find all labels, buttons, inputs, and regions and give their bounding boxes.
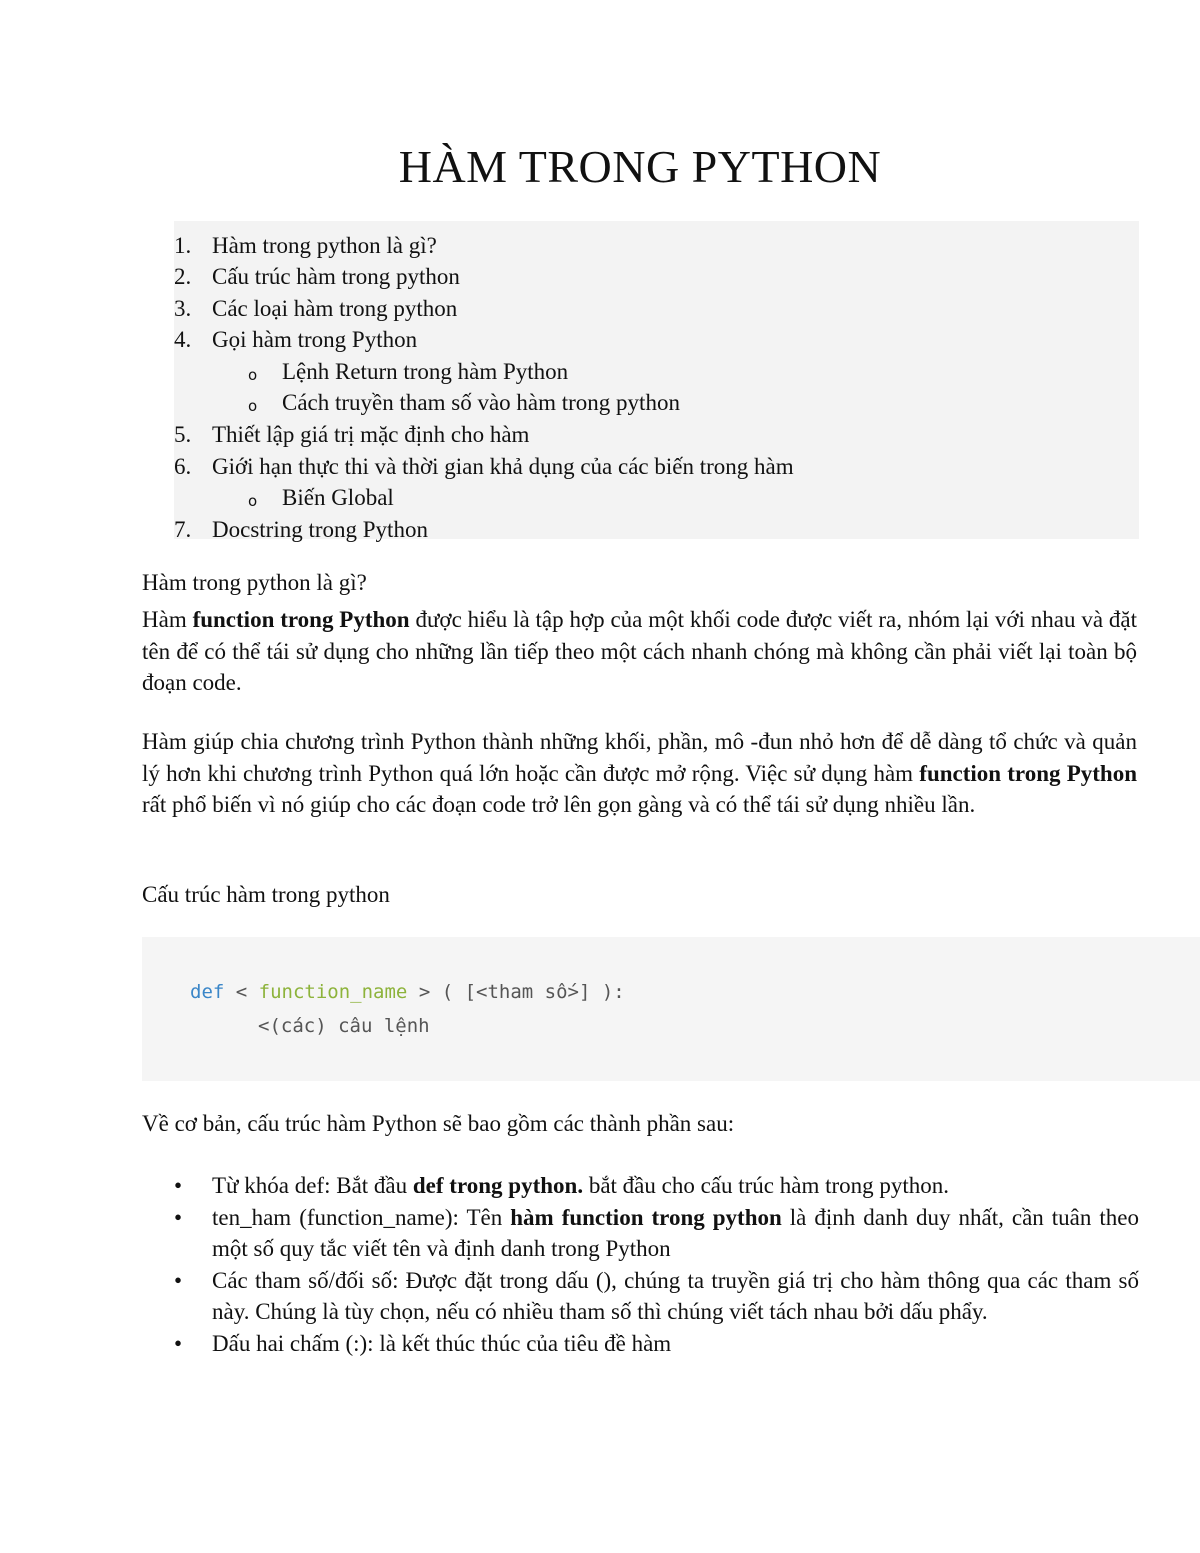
bullet-list <box>174 1170 1139 1359</box>
text-run: là định danh duy nhất, cần tuân theo một số quy tắc viết tên và định danh trong Python <box>212 1204 1139 1261</box>
list-item <box>174 1170 1139 1202</box>
toc-label: Giới hạn thực thi và thời gian khả dụng của các biến trong hàm <box>212 454 794 479</box>
toc-label: Lệnh Return trong hàm Python <box>282 359 569 384</box>
section-heading: Hàm trong python là gì? <box>142 570 367 595</box>
document-title: HÀM TRONG PYTHON <box>398 141 882 192</box>
bullet-dot-icon: • <box>174 1204 183 1230</box>
code-token: < <box>224 981 259 1003</box>
text-run: bắt đầu cho cấu trúc hàm trong python. <box>583 1173 950 1198</box>
code-token: > ( [<tham số>] ): <box>407 981 625 1003</box>
toc-subitem[interactable] <box>248 357 568 387</box>
paragraph <box>142 604 1137 699</box>
table-of-contents <box>174 221 1139 542</box>
keyword-token: def <box>190 981 225 1003</box>
code-block[interactable] <box>142 937 1200 1081</box>
hollow-circle-bullet-icon: o <box>248 492 258 510</box>
toc-subitem[interactable] <box>248 483 394 513</box>
bold-term: def trong python. <box>412 1173 584 1198</box>
toc-label: Cấu trúc hàm trong python <box>212 264 460 289</box>
hollow-circle-bullet-icon: o <box>248 397 258 415</box>
bold-term: hàm function trong python <box>510 1204 782 1230</box>
toc-item[interactable] <box>174 515 428 545</box>
list-item <box>174 1328 1139 1360</box>
toc-item[interactable] <box>174 325 417 355</box>
bold-term: function trong Python <box>919 760 1138 786</box>
toc-number: 5. <box>174 422 192 447</box>
toc-number: 7. <box>174 517 192 542</box>
toc-label: Biến Global <box>282 485 394 510</box>
toc-number: 6. <box>174 454 192 479</box>
text-run: Dấu hai chấm (:): là kết thúc thúc của tiêu đề hàm <box>212 1330 672 1356</box>
toc-number: 2. <box>174 264 192 289</box>
section-heading: Cấu trúc hàm trong python <box>142 882 390 907</box>
bold-term: function trong Python <box>192 607 410 632</box>
paragraph <box>142 726 1137 821</box>
toc-label: Thiết lập giá trị mặc định cho hàm <box>212 422 530 447</box>
toc-item[interactable] <box>174 452 794 482</box>
text-run: Hàm <box>142 607 193 632</box>
toc-number: 1. <box>174 233 192 258</box>
list-item <box>174 1265 1139 1328</box>
toc-subitem[interactable] <box>248 388 680 418</box>
toc-label: Docstring trong Python <box>212 517 428 542</box>
text-run: Hàm giúp chia chương trình Python thành những khối, phần, mô -đun nhỏ hơn để dễ dàng tổ chức và quản lý hơn khi chương trình Python quá lớn hoặc cần được mở rộng. Việc sử dụng hàm <box>142 729 1137 786</box>
toc-number: 3. <box>174 296 192 321</box>
hollow-circle-bullet-icon: o <box>248 366 258 384</box>
code-line: <(các) câu lệnh <box>258 1015 430 1037</box>
toc-item[interactable] <box>174 231 437 261</box>
bullet-dot-icon: • <box>174 1330 183 1356</box>
list-item <box>174 1202 1139 1265</box>
text-run: rất phổ biến vì nó giúp cho các đoạn code trở lên gọn gàng và có thể tái sử dụng nhiều lần. <box>142 792 976 817</box>
toc-item[interactable] <box>174 262 460 292</box>
toc-label: Các loại hàm trong python <box>212 296 458 321</box>
toc-item[interactable] <box>174 420 529 450</box>
toc-number: 4. <box>174 327 192 352</box>
paragraph: Về cơ bản, cấu trúc hàm Python sẽ bao gồm các thành phần sau: <box>142 1111 735 1136</box>
bullet-dot-icon: • <box>174 1267 183 1293</box>
text-run: được hiểu là tập hợp của một khối code được viết ra, nhóm lại với nhau và đặt tên để có thể tái sử dụng cho những lần tiếp theo một cách nhanh chóng mà không cần phải viết lại toàn bộ đoạn code. <box>142 607 1137 695</box>
bullet-dot-icon: • <box>174 1173 183 1198</box>
text-run: ten_ham (function_name): Tên <box>212 1204 511 1230</box>
toc-label: Cách truyền tham số vào hàm trong python <box>282 390 680 415</box>
toc-item[interactable] <box>174 294 457 324</box>
code-line <box>190 981 625 1003</box>
text-run: Các tham số/đối số: Được đặt trong dấu (), chúng ta truyền giá trị cho hàm thông qua các tham số này. Chúng là tùy chọn, nếu có nhiều tham số thì chúng viết tách nhau bởi dấu phẩy. <box>212 1267 1139 1324</box>
toc-label: Hàm trong python là gì? <box>212 233 437 258</box>
function-name-token: function_name <box>258 981 408 1003</box>
text-run: Từ khóa def: Bắt đầu <box>212 1173 413 1198</box>
toc-label: Gọi hàm trong Python <box>212 327 418 352</box>
